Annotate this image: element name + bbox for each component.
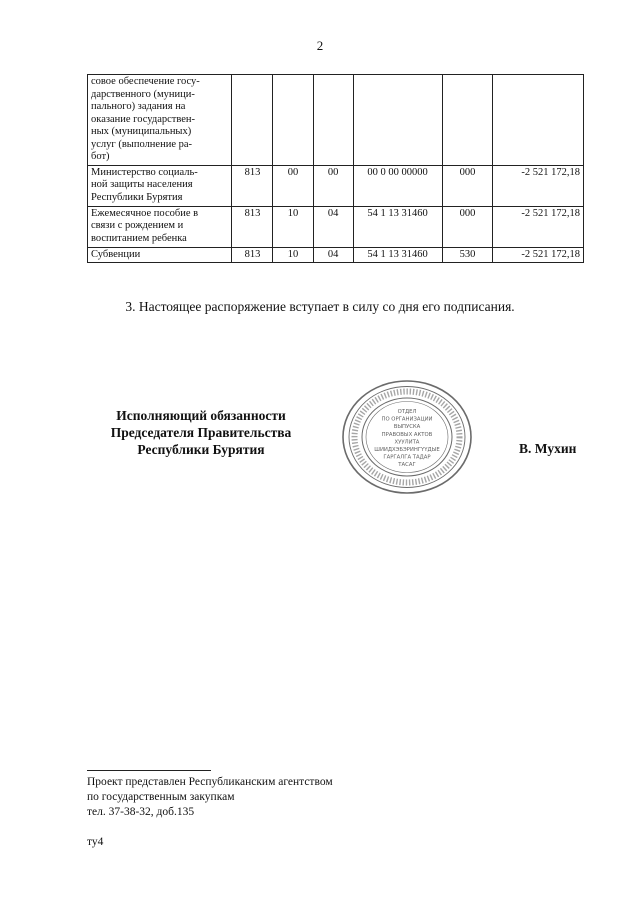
table-cell-gr: 813 — [232, 165, 273, 206]
footnote-divider — [87, 770, 211, 771]
table-cell-rz: 00 — [273, 165, 313, 206]
table-cell-csr: 54 1 13 31460 — [353, 247, 442, 263]
table-cell-sum: -2 521 172,18 — [493, 247, 584, 263]
footnote-line: тел. 37-38-32, доб.135 — [87, 806, 195, 818]
table-row — [88, 206, 584, 247]
table-cell-name-line: услуг (выполнение ра- — [91, 138, 193, 150]
page-number: 2 — [316, 38, 324, 53]
table-cell-gr: 813 — [232, 206, 273, 247]
table-cell-rz — [273, 75, 313, 166]
document-code-mark: ту4 — [87, 836, 104, 848]
budget-table-body — [88, 75, 584, 263]
table-cell-gr: 813 — [232, 247, 273, 263]
budget-table — [87, 74, 584, 263]
seal-text-line: ПО ОРГАНИЗАЦИИ — [381, 416, 433, 423]
table-cell-name-line: Республики Бурятия — [91, 191, 183, 203]
table-cell-name-line: пального) задания на — [91, 101, 186, 112]
table-cell-pr: 00 — [313, 165, 353, 206]
table-row — [88, 165, 584, 206]
clause-3: 3. Настоящее распоряжение вступает в силу со дня его подписания. — [125, 299, 515, 314]
seal-text-line: ТАСАГ — [398, 462, 416, 469]
table-cell-rz: 10 — [273, 247, 313, 263]
table-cell-name-line: совое обеспечение госу- — [91, 76, 200, 87]
table-cell-csr: 00 0 00 00000 — [353, 165, 442, 206]
seal-text-line: ХУУЛИТА — [394, 439, 420, 446]
table-cell-name — [88, 75, 232, 166]
seal-text-line: ШИИДХЭБЭРИНГҮҮДЫЕ — [374, 447, 440, 453]
table-cell-pr — [313, 75, 353, 166]
table-cell-name-line: связи с рождением и — [91, 220, 184, 231]
seal-text-line: ПРАВОВЫХ АКТОВ — [381, 431, 433, 438]
table-cell-sum — [493, 75, 584, 166]
table-cell-gr — [232, 75, 273, 166]
table-cell-name-line: Субвенции — [91, 248, 141, 260]
signer-title-line: Исполняющий обязанности — [116, 408, 286, 423]
table-cell-name — [88, 247, 232, 263]
table-cell-rz: 10 — [273, 206, 313, 247]
signer-title — [84, 407, 318, 458]
table-cell-csr — [353, 75, 442, 166]
table-cell-pr: 04 — [313, 206, 353, 247]
table-cell-name-line: воспитанием ребенка — [91, 232, 187, 244]
signer-title-line: Республики Бурятия — [137, 442, 265, 457]
seal-text-line: ОТДЕЛ — [397, 409, 417, 415]
table-cell-sum: -2 521 172,18 — [493, 206, 584, 247]
seal-text-line: ГАРГАЛГА ТАДАР — [383, 454, 431, 461]
official-seal — [340, 378, 474, 496]
table-cell-vr: 000 — [442, 206, 493, 247]
table-cell-pr: 04 — [313, 247, 353, 263]
footnote-line: по государственным закупкам — [87, 791, 235, 803]
table-cell-vr: 530 — [442, 247, 493, 263]
table-cell-name — [88, 206, 232, 247]
seal-inner-text — [374, 409, 440, 468]
signer-title-line: Председателя Правительства — [110, 425, 292, 440]
table-cell-sum: -2 521 172,18 — [493, 165, 584, 206]
table-cell-name-line: бот) — [91, 151, 110, 162]
seal-text-line: ВЫПУСКА — [393, 424, 421, 431]
table-cell-name-line: Министерство социаль- — [91, 166, 198, 178]
footnote-line: Проект представлен Республиканским агентством — [87, 776, 333, 788]
table-row — [88, 75, 584, 166]
footnote — [87, 775, 333, 820]
table-cell-name-line: ных (муниципальных) — [91, 126, 192, 137]
table-cell-vr — [442, 75, 493, 166]
table-cell-csr: 54 1 13 31460 — [353, 206, 442, 247]
table-cell-name — [88, 165, 232, 206]
table-cell-name-line: ной защиты населения — [91, 179, 193, 190]
table-row — [88, 247, 584, 263]
table-cell-name-line: Ежемесячное пособие в — [91, 207, 199, 219]
signer-name: В. Мухин — [519, 441, 577, 456]
table-cell-vr: 000 — [442, 165, 493, 206]
table-cell-name-line: оказание государствен- — [91, 113, 196, 125]
table-cell-name-line: дарственного (муници- — [91, 88, 195, 100]
